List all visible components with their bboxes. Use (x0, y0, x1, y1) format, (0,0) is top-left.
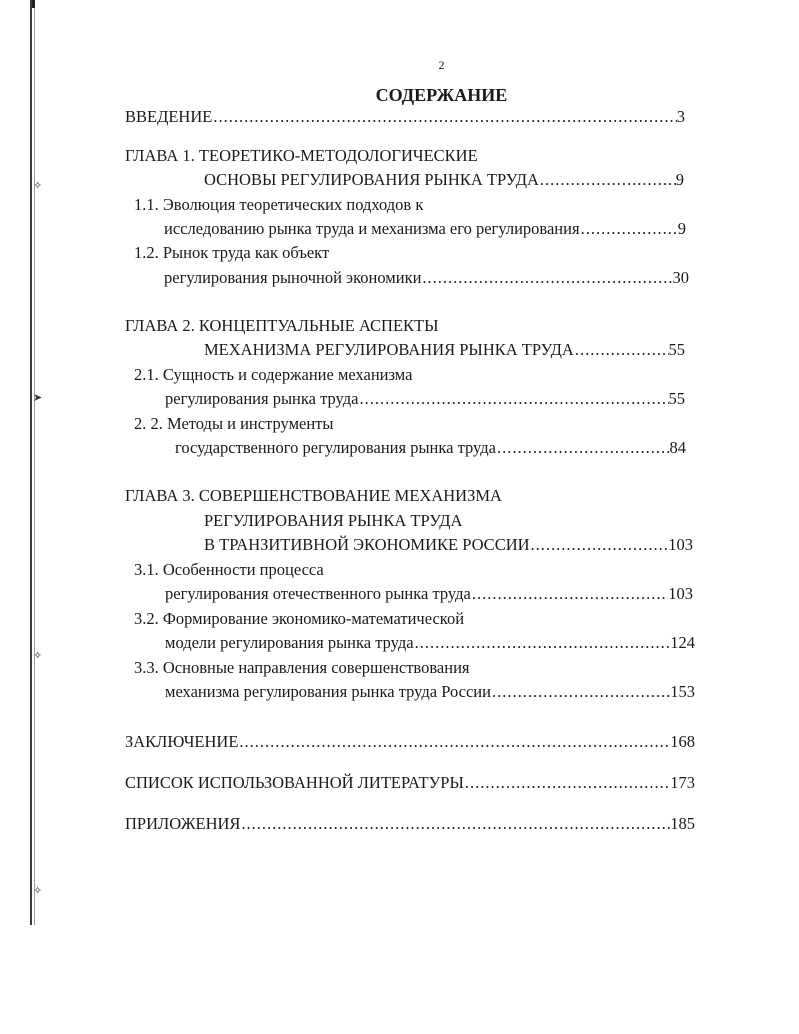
toc-entry-page: 103 (668, 535, 693, 554)
toc-entry-conclusion[interactable] (125, 732, 695, 752)
dot-leader (491, 682, 670, 702)
binding-hole-icon: ✧ (33, 179, 43, 192)
dot-leader (238, 732, 670, 752)
dot-leader (580, 219, 678, 239)
page-number: 2 (438, 58, 445, 72)
toc-entry-label: механизма регулирования рынка труда России (165, 682, 491, 701)
toc-entry-label: исследованию рынка труда и механизма его регулирования (164, 219, 580, 238)
toc-entry-label: государственного регулирования рынка труда (175, 438, 496, 457)
scan-edge-mark (32, 0, 35, 8)
scan-edge-line (34, 0, 35, 925)
scan-edge-line (30, 0, 32, 925)
toc-entry-page: 9 (675, 170, 684, 189)
toc-entry-page: 55 (668, 389, 685, 408)
dot-leader (421, 268, 672, 288)
dot-leader (539, 170, 676, 190)
toc-entry-chapter-1[interactable] (204, 170, 684, 190)
toc-entry-section-2-1[interactable] (165, 389, 685, 409)
toc-entry-label: регулирования рынка труда (165, 389, 359, 408)
dot-leader (496, 438, 670, 458)
dot-leader (358, 389, 668, 409)
toc-entry-page: 185 (670, 814, 695, 833)
toc-entry-section-3-2[interactable] (165, 633, 695, 653)
toc-entry-section-3-3[interactable] (165, 682, 695, 702)
toc-entry-label: ПРИЛОЖЕНИЯ (125, 814, 241, 833)
toc-chapter-2-line1: ГЛАВА 2. КОНЦЕПТУАЛЬНЫЕ АСПЕКТЫ (125, 316, 439, 335)
toc-entry-page: 84 (669, 438, 686, 457)
toc-section-3-2-line1: 3.2. Формирование экономико-математической (134, 609, 465, 628)
toc-entry-page: 55 (668, 340, 685, 359)
page-title: СОДЕРЖАНИЕ (375, 85, 508, 105)
toc-section-1-2-line1: 1.2. Рынок труда как объект (134, 243, 330, 262)
toc-entry-page: 3 (676, 107, 685, 126)
toc-section-1-1-line1: 1.1. Эволюция теоретических подходов к (134, 195, 424, 214)
toc-entry-label: ОСНОВЫ РЕГУЛИРОВАНИЯ РЫНКА ТРУДА (204, 170, 539, 189)
toc-entry-references[interactable] (125, 773, 695, 793)
toc-entry-appendix[interactable] (125, 814, 695, 834)
toc-section-2-2-line1: 2. 2. Методы и инструменты (134, 414, 334, 433)
toc-entry-page: 30 (672, 268, 689, 287)
binding-hole-icon: ✧ (33, 884, 43, 897)
toc-entry-label: МЕХАНИЗМА РЕГУЛИРОВАНИЯ РЫНКА ТРУДА (204, 340, 574, 359)
toc-chapter-3-line1: ГЛАВА 3. СОВЕРШЕНСТВОВАНИЕ МЕХАНИЗМА (125, 486, 502, 505)
dot-leader (414, 633, 671, 653)
toc-entry-page: 103 (668, 584, 693, 603)
toc-entry-section-3-1[interactable] (165, 584, 693, 604)
dot-leader (471, 584, 668, 604)
toc-chapter-3-line2: РЕГУЛИРОВАНИЯ РЫНКА ТРУДА (204, 511, 463, 530)
toc-entry-page: 173 (670, 773, 695, 792)
toc-entry-page: 153 (670, 682, 695, 701)
binding-hole-icon: ✧ (33, 649, 43, 662)
dot-leader (212, 107, 676, 127)
toc-entry-page: 9 (677, 219, 686, 238)
toc-entry-page: 168 (670, 732, 695, 751)
dot-leader (530, 535, 669, 555)
toc-entry-label: В ТРАНЗИТИВНОЙ ЭКОНОМИКЕ РОССИИ (204, 535, 530, 554)
toc-entry-label: ВВЕДЕНИЕ (125, 107, 213, 126)
toc-entry-section-1-2[interactable] (164, 268, 689, 288)
toc-entry-label: СПИСОК ИСПОЛЬЗОВАННОЙ ЛИТЕРАТУРЫ (125, 773, 464, 792)
toc-chapter-1-line1: ГЛАВА 1. ТЕОРЕТИКО-МЕТОДОЛОГИЧЕСКИЕ (125, 146, 478, 165)
toc-section-3-1-line1: 3.1. Особенности процесса (134, 560, 324, 579)
toc-entry-label: модели регулирования рынка труда (165, 633, 414, 652)
toc-entry-label: ЗАКЛЮЧЕНИЕ (125, 732, 239, 751)
dot-leader (574, 340, 669, 360)
dot-leader (240, 814, 670, 834)
toc-entry-label: регулирования отечественного рынка труда (165, 584, 471, 603)
toc-entry-chapter-3[interactable] (204, 535, 693, 555)
toc-entry-chapter-2[interactable] (204, 340, 685, 360)
toc-entry-section-2-2[interactable] (175, 438, 686, 458)
dot-leader (464, 773, 670, 793)
toc-entry-label: регулирования рыночной экономики (164, 268, 422, 287)
toc-section-3-3-line1: 3.3. Основные направления совершенствования (134, 658, 470, 677)
binding-hole-icon: ➤ (33, 391, 43, 404)
toc-entry-intro[interactable] (125, 107, 685, 127)
toc-section-2-1-line1: 2.1. Сущность и содержание механизма (134, 365, 413, 384)
toc-entry-section-1-1[interactable] (164, 219, 686, 239)
toc-entry-page: 124 (670, 633, 695, 652)
